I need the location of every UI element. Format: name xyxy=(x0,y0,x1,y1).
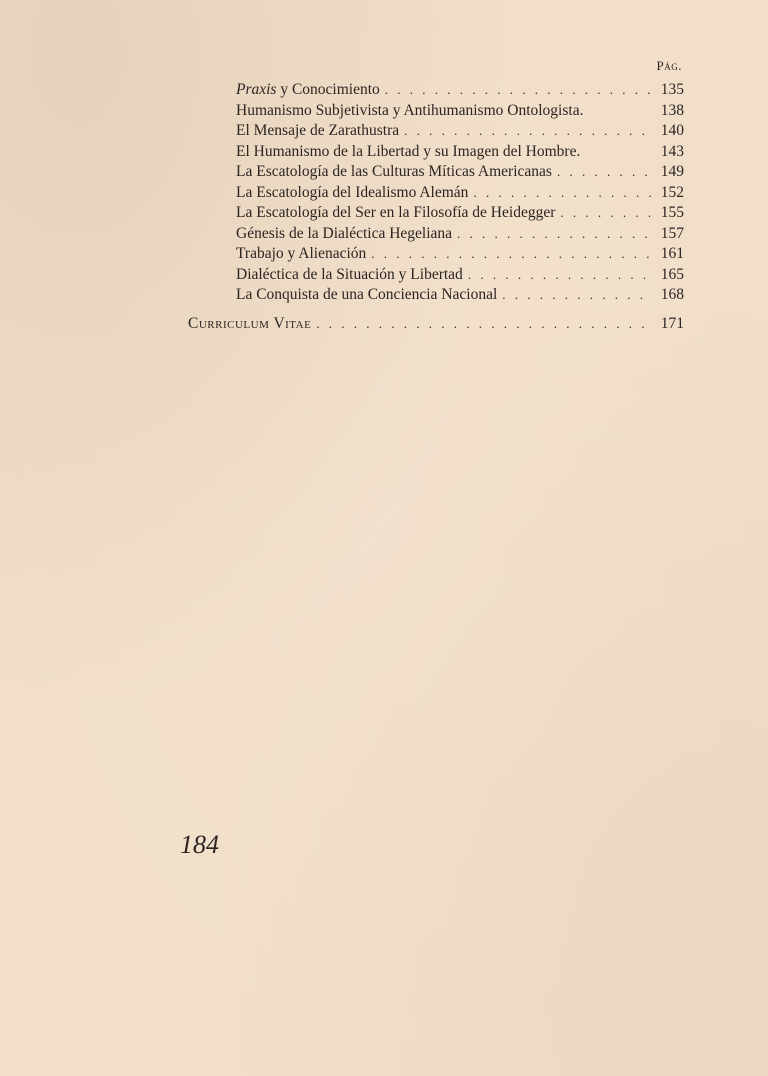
toc-entry-page: 135 xyxy=(660,81,684,98)
toc-entry-page: 149 xyxy=(660,163,684,180)
toc-entry-title: La Conquista de una Conciencia Nacional xyxy=(236,286,498,303)
toc-entry xyxy=(236,101,684,122)
toc-entry-page: 138 xyxy=(660,101,684,119)
toc-entry-title-italic: Praxis xyxy=(236,81,277,98)
toc-entry-title: Génesis de la Dialéctica Hegeliana xyxy=(236,224,453,242)
toc-entry-title: La Escatología del Idealismo Alemán xyxy=(236,183,469,201)
dot-leader xyxy=(385,80,652,101)
toc-entry-page: 168 xyxy=(660,286,684,303)
toc-entry-title: La Escatología del Ser en la Filosofía de Heidegger xyxy=(236,204,556,221)
dot-leader xyxy=(468,265,652,286)
toc-entry xyxy=(236,183,684,204)
toc-entry-page: 143 xyxy=(660,142,684,160)
toc-entry-title: El Mensaje de Zarathustra xyxy=(236,122,400,139)
dot-leader xyxy=(502,285,652,306)
toc-entry-page: 155 xyxy=(660,204,684,221)
dot-leader xyxy=(404,121,652,142)
toc-entry-page: 152 xyxy=(660,183,684,201)
toc-entry xyxy=(236,121,684,142)
toc-entry xyxy=(236,224,684,245)
dot-leader xyxy=(473,183,652,204)
toc-entry xyxy=(236,142,684,163)
toc-entry-title: El Humanismo de la Libertad y su Imagen del Hombre. xyxy=(236,142,581,160)
dot-leader xyxy=(457,224,652,245)
toc-entry xyxy=(236,80,684,101)
toc-entry-page: 157 xyxy=(660,224,684,242)
page-column-header: Pág. xyxy=(656,58,682,73)
toc-entry-page: 165 xyxy=(660,265,684,283)
toc-entry-page: 140 xyxy=(660,122,684,139)
page-number: 184 xyxy=(180,830,219,859)
toc-entry-title: Humanismo Subjetivista y Antihumanismo Ontologista. xyxy=(236,101,584,119)
toc-entry-title: Trabajo y Alienación xyxy=(236,245,367,262)
toc-entry-page: 161 xyxy=(660,245,684,262)
toc-entry xyxy=(236,244,684,265)
toc-entry-curriculum-vitae xyxy=(188,314,684,335)
table-of-contents xyxy=(236,80,684,306)
toc-entry xyxy=(236,162,684,183)
dot-leader xyxy=(316,314,652,335)
toc-entry-title: Dialéctica de la Situación y Libertad xyxy=(236,265,463,283)
toc-entry-title-text: y Conocimiento xyxy=(276,81,380,98)
toc-entry-title: La Escatología de las Culturas Míticas Americanas xyxy=(236,163,552,180)
dot-leader xyxy=(557,162,652,183)
dot-leader xyxy=(371,244,652,265)
toc-entry-title: Curriculum Vitae xyxy=(188,315,312,332)
toc-entry-title xyxy=(236,80,380,101)
dot-leader xyxy=(560,203,652,224)
toc-entry xyxy=(236,285,684,306)
toc-entry-page: 171 xyxy=(660,315,684,332)
toc-entry xyxy=(236,265,684,286)
toc-entry xyxy=(236,203,684,224)
